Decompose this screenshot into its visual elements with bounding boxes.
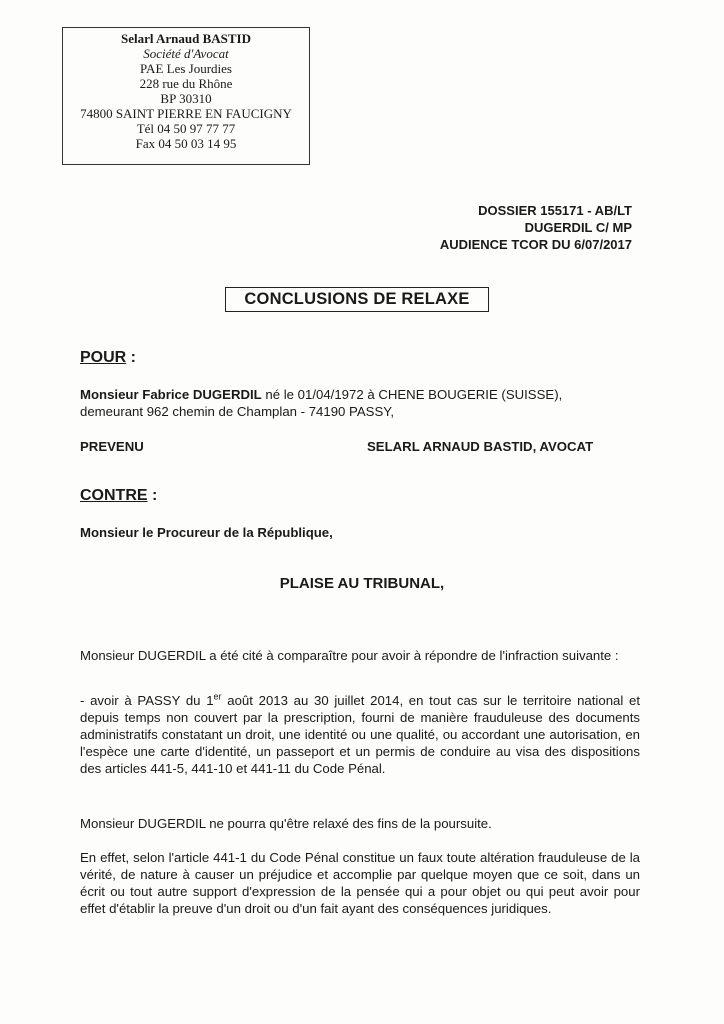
defendant-prefix: Monsieur Fabrice — [80, 387, 193, 402]
firm-subtitle: Société d'Avocat — [143, 46, 229, 61]
dossier-number: DOSSIER 155171 - AB/LT — [478, 203, 632, 218]
firm-name: Selarl Arnaud BASTID — [120, 31, 252, 46]
fax-line: Fax 04 50 03 14 95 — [135, 136, 237, 151]
hearing-date: AUDIENCE TCOR DU 6/07/2017 — [439, 237, 632, 252]
plaise-heading: PLAISE AU TRIBUNAL, — [279, 575, 445, 592]
pour-label: POUR — [80, 349, 127, 366]
contre-heading — [80, 487, 157, 505]
address-line: 228 rue du Rhône — [139, 76, 233, 91]
paragraph-article: En effet, selon l'article 441-1 du Code Pénal constitue un faux toute altération frauduleuse de la vérité, de nature à causer un préjudice et accomplie par quelque moyen que ce soit, dans un écrit ou tout autre support d'expression de la pensée qui a pour objet ou qui peut avoir pour effet d'établir la preuve d'un droit ou d'un fait ayant des conséquences juridiques. — [80, 850, 640, 916]
charge-superscript: er — [213, 691, 222, 702]
charge-start: - avoir à PASSY du 1 — [80, 693, 214, 708]
pour-colon: : — [126, 349, 137, 366]
charge-rest: août 2013 au 30 juillet 2014, en tout cas sur le territoire national et depuis temps non couvert par la prescription, fourni de manière frauduleuse des documents administratifs constatant un droit, une identité ou une qualité, ou accordant une autorisation, en l'espèce une carte d'identité, un passeport et un permis de conduire au visa des dispositions des articles 441-5, 441-10 et 441-11 du Code Pénal. — [80, 693, 640, 776]
letterhead-box — [62, 27, 310, 165]
defendant-name: DUGERDIL — [192, 387, 262, 402]
contre-colon: : — [147, 487, 158, 504]
defendant-birth: né le 01/04/1972 à CHENE BOUGERIE (SUISSE), — [261, 387, 563, 402]
address-line: 74800 SAINT PIERRE EN FAUCIGNY — [80, 106, 292, 121]
role-label: PREVENU — [80, 439, 144, 454]
address-line: PAE Les Jourdies — [140, 61, 232, 76]
defendant-line — [80, 386, 640, 403]
paragraph-citation: Monsieur DUGERDIL a été cité à comparaître pour avoir à répondre de l'infraction suivante : — [80, 648, 619, 663]
address-line: BP 30310 — [160, 91, 212, 106]
prosecutor-line: Monsieur le Procureur de la République, — [80, 525, 333, 540]
paragraph-charge — [80, 692, 640, 777]
defendant-address: demeurant 962 chemin de Champlan - 74190 PASSY, — [80, 404, 395, 419]
counsel-label: SELARL ARNAUD BASTID, AVOCAT — [367, 439, 594, 454]
contre-label: CONTRE — [80, 487, 148, 504]
paragraph-relaxe: Monsieur DUGERDIL ne pourra qu'être relaxé des fins de la poursuite. — [80, 816, 492, 831]
document-title: CONCLUSIONS DE RELAXE — [225, 287, 489, 312]
dossier-block — [440, 202, 632, 253]
pour-heading — [80, 349, 136, 367]
phone-line: Tél 04 50 97 77 77 — [136, 121, 236, 136]
case-parties: DUGERDIL C/ MP — [524, 220, 632, 235]
